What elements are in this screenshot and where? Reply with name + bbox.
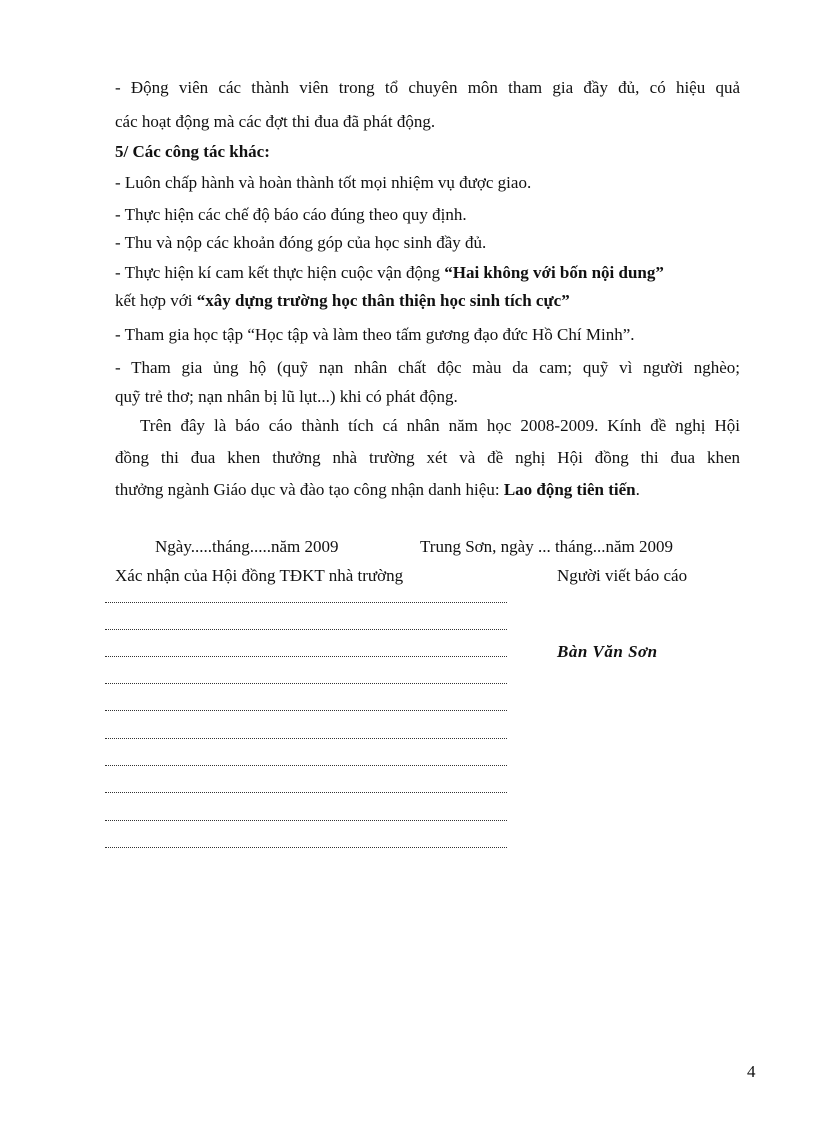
right-date-line: Trung Sơn, ngày ... tháng...năm 2009 <box>420 537 673 556</box>
left-signature-title: Xác nhận của Hội đồng TĐKT nhà trường <box>115 566 404 585</box>
campaign-name: “xây dựng trường học thân thiện học sinh tích cực” <box>196 291 570 310</box>
section-heading: 5/ Các công tác khác: <box>115 142 270 161</box>
paragraph-line: các hoạt động mà các đợt thi đua đã phát động. <box>115 112 436 131</box>
paragraph-text: thưởng ngành Giáo dục và đào tạo công nhận danh hiệu: <box>115 480 504 499</box>
left-date-line: Ngày.....tháng.....năm 2009 <box>155 537 339 556</box>
paragraph-text: . <box>635 480 640 499</box>
dotted-line <box>105 654 507 657</box>
right-signature-title: Người viết báo cáo <box>557 566 688 585</box>
dotted-line <box>105 627 507 630</box>
list-item-text: - Thực hiện kí cam kết thực hiện cuộc vận động <box>115 263 445 282</box>
dotted-line <box>105 600 507 603</box>
signer-name: Bàn Văn Sơn <box>557 642 658 661</box>
dotted-line <box>105 708 507 711</box>
list-item <box>115 263 740 283</box>
page-number: 4 <box>747 1062 756 1081</box>
paragraph-line <box>115 480 740 500</box>
paragraph-line: đồng thi đua khen thưởng nhà trường xét và đề nghị Hội đồng thi đua khen <box>115 448 740 467</box>
list-item: - Tham gia ủng hộ (quỹ nạn nhân chất độc màu da cam; quỹ vì người nghèo; <box>115 358 740 377</box>
dotted-line <box>105 818 507 821</box>
list-item: - Thực hiện các chế độ báo cáo đúng theo quy định. <box>115 205 467 224</box>
list-item: - Tham gia học tập “Học tập và làm theo tấm gương đạo đức Hồ Chí Minh”. <box>115 325 635 344</box>
dotted-line <box>105 763 507 766</box>
dotted-line <box>105 845 507 848</box>
paragraph-line: - Động viên các thành viên trong tổ chuyên môn tham gia đầy đủ, có hiệu quả <box>115 78 740 97</box>
award-title: Lao động tiên tiến <box>503 480 636 499</box>
list-item-text: kết hợp với <box>115 291 197 310</box>
list-item-continuation: quỹ trẻ thơ; nạn nhân bị lũ lụt...) khi có phát động. <box>115 387 458 406</box>
list-item: - Thu và nộp các khoản đóng góp của học sinh đầy đủ. <box>115 233 487 252</box>
dotted-line <box>105 736 507 739</box>
list-item: - Luôn chấp hành và hoàn thành tốt mọi nhiệm vụ được giao. <box>115 173 532 192</box>
campaign-name: “Hai không với bốn nội dung” <box>444 263 664 282</box>
list-item-continuation <box>115 291 740 311</box>
dotted-line <box>105 681 507 684</box>
paragraph-line: Trên đây là báo cáo thành tích cá nhân năm học 2008-2009. Kính đề nghị Hội <box>140 416 740 435</box>
dotted-line <box>105 790 507 793</box>
